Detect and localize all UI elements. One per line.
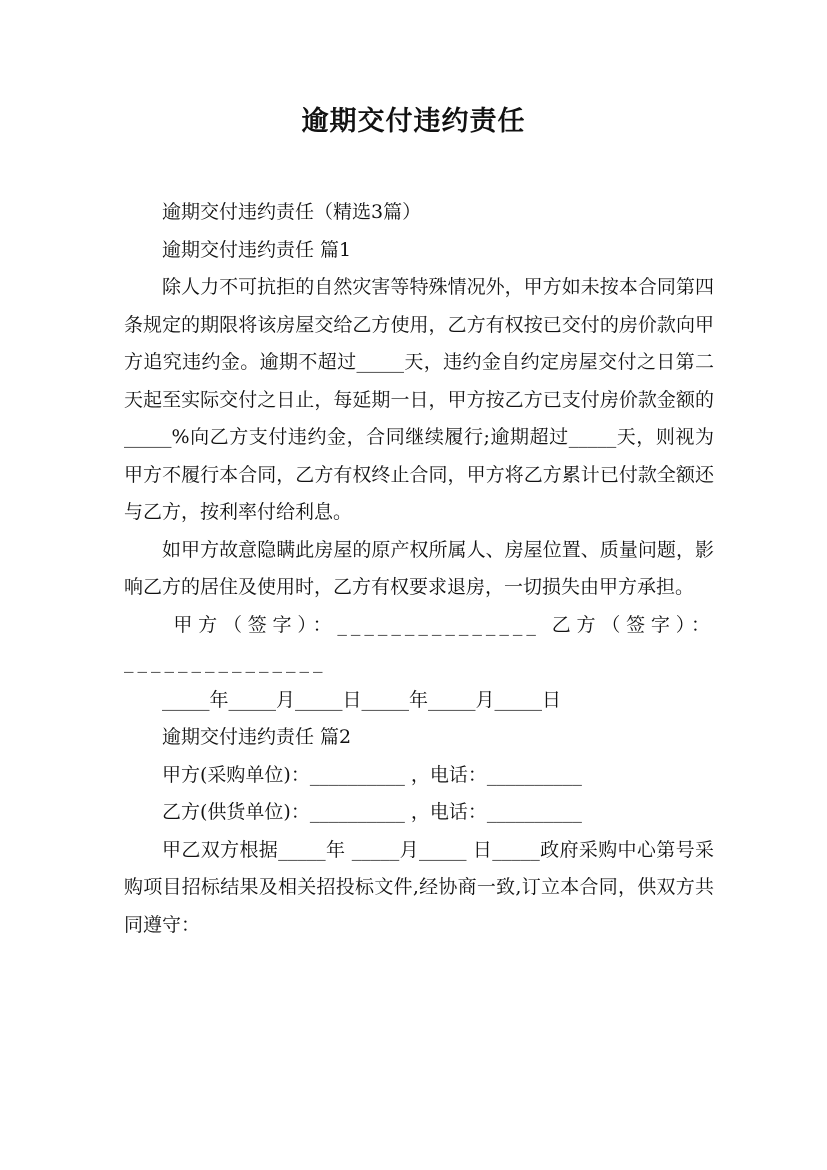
- section-heading-1: 逾期交付违约责任 篇1: [162, 238, 352, 261]
- party-b-line: 乙方(供货单位)：__________ ，电话：__________: [162, 801, 582, 823]
- paragraph-agreement-basis: 甲乙双方根据_____年 _____月_____ 日_____政府采购中心第号采购项目招标结果及相关招投标文件,经协商一致,订立本合同，供双方共同遵守：: [124, 838, 714, 936]
- document-title: 逾期交付违约责任: [301, 106, 526, 137]
- signature-line: 甲方（签字）：_______________ 乙方（签字）：_______________: [124, 613, 714, 673]
- document-body: [124, 194, 714, 944]
- paragraph-penalty-terms: 除人力不可抗拒的自然灾害等特殊情况外，甲方如未按本合同第四条规定的期限将该房屋交给乙方使用，乙方有权按已交付的房价款向甲方追究违约金。逾期不超过_____天，违约金自约定房屋交付之日第二天起至实际交付之日止，每延期一日，甲方按乙方已支付房价款金额的_____%向乙方支付违约金，合同继续履行;逾期超过_____天，则视为甲方不履行本合同，乙方有权终止合同，甲方将乙方累计已付款全额还与乙方，按利率付给利息。: [124, 276, 714, 523]
- party-a-line: 甲方(采购单位)：__________ ，电话：__________: [162, 763, 582, 786]
- section-heading-2: 逾期交付违约责任 篇2: [162, 726, 352, 748]
- date-line: _____年_____月_____日_____年_____月_____日: [162, 688, 562, 711]
- summary-line: 逾期交付违约责任（精选3篇）: [162, 201, 422, 223]
- paragraph-concealment: 如甲方故意隐瞒此房屋的原产权所属人、房屋位置、质量问题，影响乙方的居住及使用时，乙方有权要求退房，一切损失由甲方承担。: [124, 538, 714, 598]
